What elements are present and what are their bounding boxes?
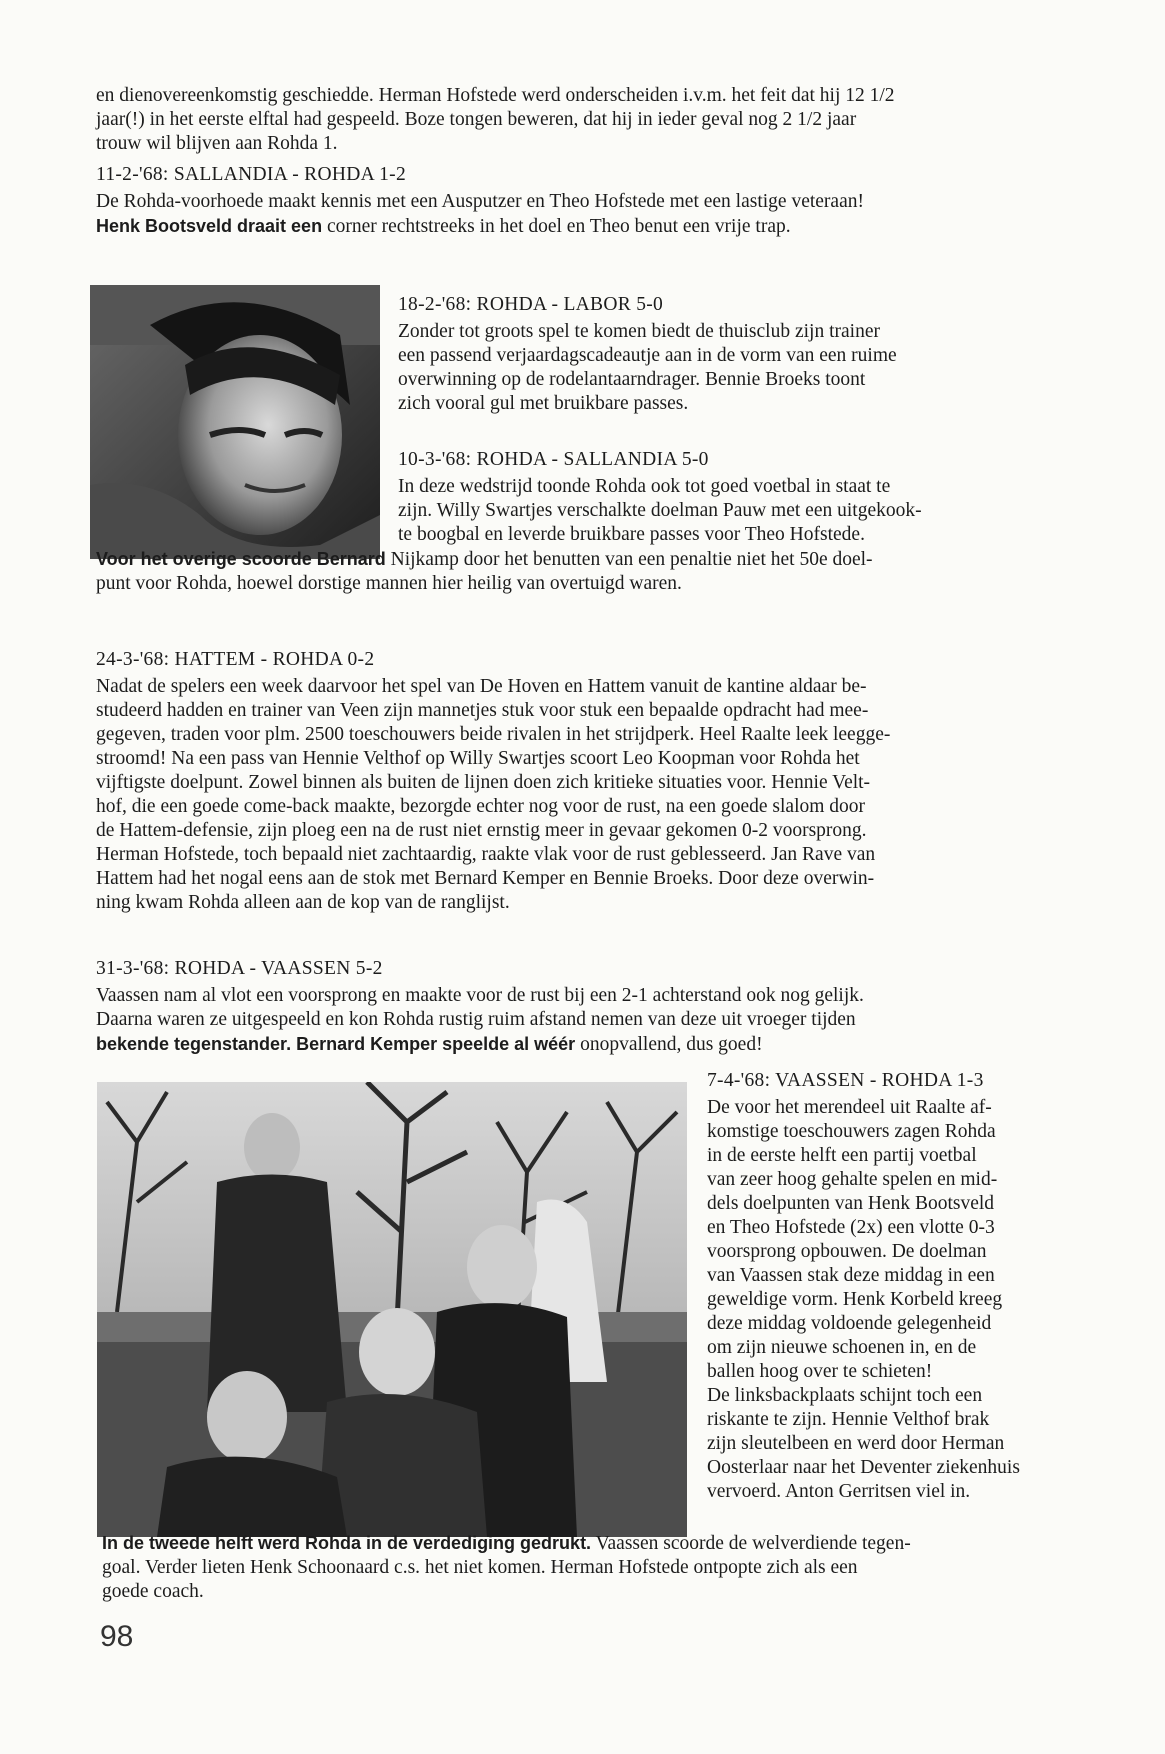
text-line: te boogbal en leverde bruikbare passes voor Theo Hofstede. <box>398 524 865 545</box>
text-line: vervoerd. Anton Gerritsen viel in. <box>707 1481 971 1502</box>
text-line: een passend verjaardagscadeautje aan in de vorm van een ruime <box>398 345 897 366</box>
text-line <box>96 1032 1081 1057</box>
bold-text: Voor het overige scoorde Bernard <box>96 549 386 569</box>
bold-text: In de tweede helft werd Rohda in de verdediging gedrukt. <box>102 1533 592 1553</box>
text-line: om zijn nieuwe schoenen in, en de <box>707 1337 977 1358</box>
text-fragment: onopvallend, dus goed! <box>575 1034 763 1055</box>
match-report <box>96 190 1081 239</box>
match-heading: 7-4-'68: VAASSEN - ROHDA 1-3 <box>707 1070 984 1091</box>
portrait-photo <box>90 285 380 559</box>
match-report <box>398 475 1078 547</box>
match-report-continued <box>102 1531 1077 1604</box>
text-line: De Rohda-voorhoede maakt kennis met een Ausputzer en Theo Hofstede met een lastige veteraan! <box>96 191 864 212</box>
text-fragment: Vaassen scoorde de welverdiende tegen- <box>591 1533 911 1554</box>
text-line: studeerd hadden en trainer van Veen zijn mannetjes stuk voor stuk een bepaalde opdracht had mee- <box>96 700 869 721</box>
text-line: en dienovereenkomstig geschiedde. Herman Hofstede werd onderscheiden i.v.m. het feit dat hij 12 1/2 <box>96 85 895 106</box>
text-line: In deze wedstrijd toonde Rohda ook tot goed voetbal in staat te <box>398 476 891 497</box>
text-line: in de eerste helft een partij voetbal <box>707 1145 977 1166</box>
text-line: Vaassen nam al vlot een voorsprong en maakte voor de rust bij een 2-1 achterstand ook nog gelijk. <box>96 985 864 1006</box>
text-line: stroomd! Na een pass van Hennie Velthof op Willy Swartjes scoort Leo Koopman voor Rohda het <box>96 748 860 769</box>
text-line <box>96 214 1081 239</box>
text-line: De linksbackplaats schijnt toch een <box>707 1385 983 1406</box>
text-line: dels doelpunten van Henk Bootsveld <box>707 1193 995 1214</box>
text-line: trouw wil blijven aan Rohda 1. <box>96 133 338 154</box>
text-line: vijftigste doelpunt. Zowel binnen als buiten de lijnen doen zich kritieke situaties voor. Hennie Velt- <box>96 772 871 793</box>
text-line <box>96 547 1081 572</box>
match-heading: 31-3-'68: ROHDA - VAASSEN 5-2 <box>96 958 383 979</box>
match-report <box>398 320 1078 416</box>
text-line: komstige toeschouwers zagen Rohda <box>707 1121 996 1142</box>
bold-text: Henk Bootsveld draait een <box>96 216 323 236</box>
intro-paragraph <box>96 84 1081 156</box>
text-line: zich vooral gul met bruikbare passes. <box>398 393 689 414</box>
match-report <box>707 1096 1077 1504</box>
text-line: van zeer hoog gehalte spelen en mid- <box>707 1169 998 1190</box>
text-line: gegeven, traden voor plm. 2500 toeschouwers beide rivalen in het strijdperk. Heel Raalte leek leegge- <box>96 724 891 745</box>
text-line: hof, die een goede come-back maakte, bezorgde echter nog voor de rust, na een goede slalom door <box>96 796 866 817</box>
text-line: geweldige vorm. Henk Korbeld kreeg <box>707 1289 1003 1310</box>
text-line: de Hattem-defensie, zijn ploeg een na de rust niet ernstig meer in gevaar gekomen 0-2 voorsprong. <box>96 820 867 841</box>
text-line: zijn. Willy Swartjes verschalkte doelman Pauw met een uitgekook- <box>398 500 922 521</box>
text-line: ballen hoog over te schieten! <box>707 1361 933 1382</box>
text-fragment: corner rechtstreeks in het doel en Theo benut een vrije trap. <box>322 216 791 237</box>
text-line: Hattem had het nogal eens aan de stok met Bernard Kemper en Bennie Broeks. Door deze overwin- <box>96 868 875 889</box>
match-report-continued <box>96 547 1081 596</box>
text-line: punt voor Rohda, hoewel dorstige mannen hier heilig van overtuigd waren. <box>96 573 682 594</box>
text-line: Herman Hofstede, toch bepaald niet zachtaardig, raakte vlak voor de rust geblesseerd. Jan Rave van <box>96 844 876 865</box>
text-line: overwinning op de rodelantaarndrager. Bennie Broeks toont <box>398 369 866 390</box>
text-line: deze middag voldoende gelegenheid <box>707 1313 992 1334</box>
text-line: goal. Verder lieten Henk Schoonaard c.s. het niet komen. Herman Hofstede ontpopte zich als een <box>102 1557 858 1578</box>
text-line: De voor het merendeel uit Raalte af- <box>707 1097 992 1118</box>
text-line: voorsprong opbouwen. De doelman <box>707 1241 987 1262</box>
group-photo <box>97 1082 687 1537</box>
text-line: Daarna waren ze uitgespeeld en kon Rohda rustig ruim afstand nemen van deze uit vroeger tijden <box>96 1009 856 1030</box>
match-heading: 18-2-'68: ROHDA - LABOR 5-0 <box>398 294 664 315</box>
text-line: Zonder tot groots spel te komen biedt de thuisclub zijn trainer <box>398 321 880 342</box>
text-line: jaar(!) in het eerste elftal had gespeeld. Boze tongen beweren, dat hij in ieder geval nog 2 1/2 jaar <box>96 109 857 130</box>
text-line: ning kwam Rohda alleen aan de kop van de ranglijst. <box>96 892 510 913</box>
page-number: 98 <box>100 1620 134 1653</box>
bold-text: bekende tegenstander. Bernard Kemper speelde al wéér <box>96 1034 576 1054</box>
match-heading: 10-3-'68: ROHDA - SALLANDIA 5-0 <box>398 449 709 470</box>
text-line: riskante te zijn. Hennie Velthof brak <box>707 1409 990 1430</box>
text-line <box>102 1531 1077 1556</box>
text-line: Nadat de spelers een week daarvoor het spel van De Hoven en Hattem vanuit de kantine aldaar be- <box>96 676 867 697</box>
text-line: van Vaassen stak deze middag in een <box>707 1265 995 1286</box>
text-line: goede coach. <box>102 1581 204 1602</box>
text-line: zijn sleutelbeen en werd door Herman <box>707 1433 1005 1454</box>
text-line: en Theo Hofstede (2x) een vlotte 0-3 <box>707 1217 995 1238</box>
match-heading: 11-2-'68: SALLANDIA - ROHDA 1-2 <box>96 164 406 185</box>
match-heading: 24-3-'68: HATTEM - ROHDA 0-2 <box>96 649 375 670</box>
match-report <box>96 984 1081 1057</box>
text-fragment: Nijkamp door het benutten van een penaltie niet het 50e doel- <box>385 549 873 570</box>
match-report <box>96 675 1081 915</box>
text-line: Oosterlaar naar het Deventer ziekenhuis <box>707 1457 1020 1478</box>
